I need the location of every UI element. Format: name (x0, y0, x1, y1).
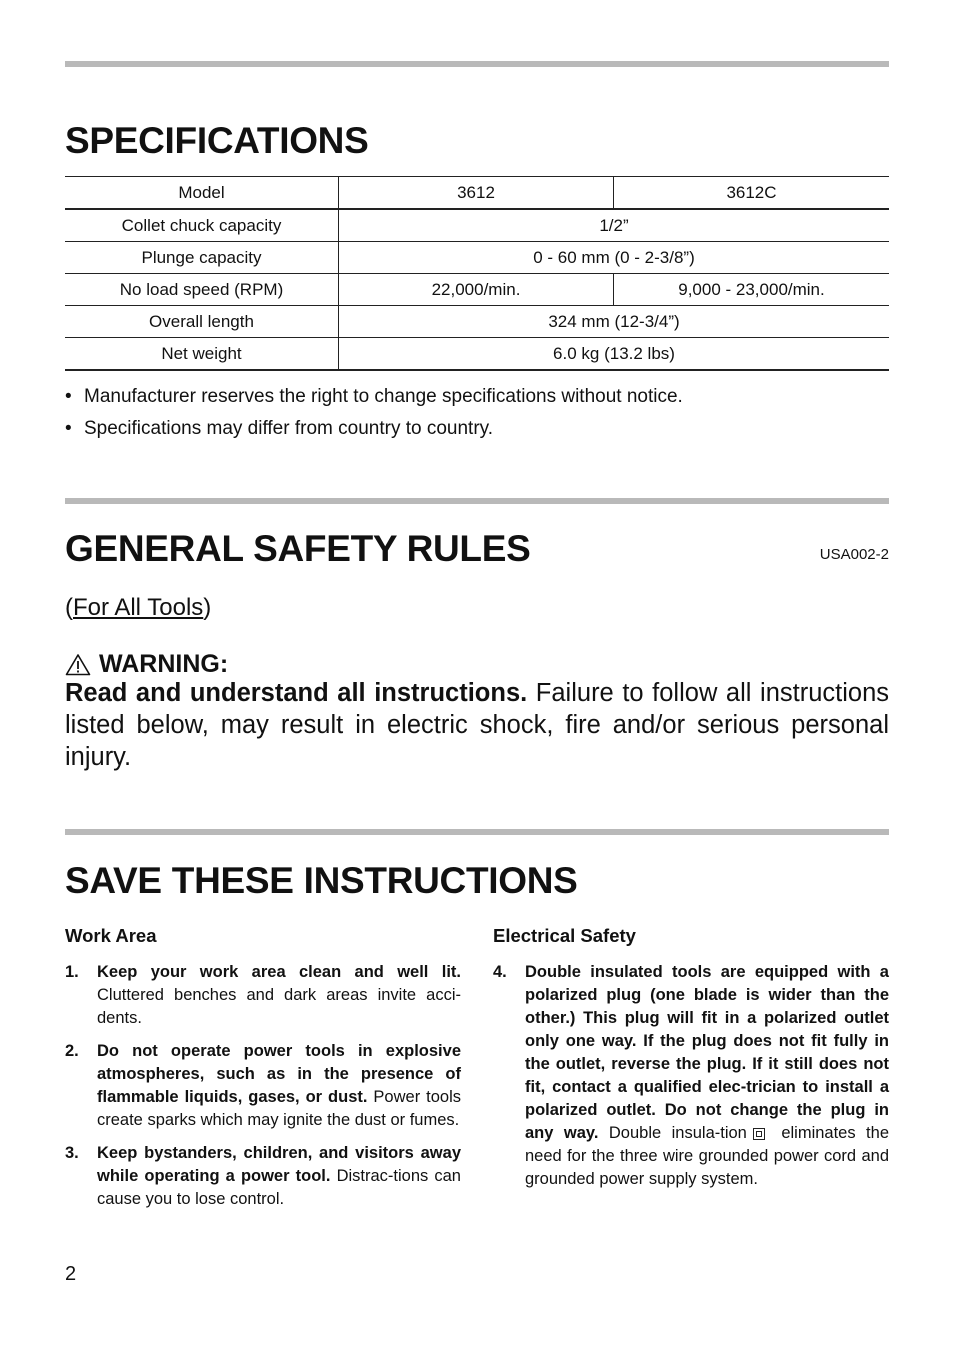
warning-heading: WARNING: (65, 650, 228, 679)
list-item: 1. Keep your work area clean and well lit. Cluttered benches and dark areas invite acci-dents. (65, 963, 461, 1027)
warning-triangle-icon (65, 653, 91, 676)
table-row-label: Collet chuck capacity (65, 209, 339, 242)
table-cell: 324 mm (12-3/4”) (339, 306, 890, 338)
table-cell: 9,000 - 23,000/min. (614, 274, 890, 306)
specifications-title: SPECIFICATIONS (65, 120, 369, 161)
document-code: USA002-2 (819, 546, 889, 563)
table-header-cell: 3612 (339, 177, 614, 210)
table-row-label: Plunge capacity (65, 242, 339, 274)
electrical-safety-column (493, 925, 889, 1201)
table-header-cell: Model (65, 177, 339, 210)
top-rule (65, 61, 889, 67)
section-rule (65, 829, 889, 835)
list-item: 3. Keep bystanders, children, and visitors away while operating a power tool. Distrac-tions can cause you to lose control. (65, 1144, 461, 1208)
table-header-cell: 3612C (614, 177, 890, 210)
table-row (65, 338, 889, 371)
page-number: 2 (65, 1263, 77, 1285)
list-item: 4. Double insulated tools are equipped with a polarized plug (one blade is wider than the other.) This plug will fit in a polarized outlet only one way. If the plug does not fit fully in the outlet, reverse the plug. If it still does not fit, contact a qualified elec-trician to install a polarized outlet. Do not change the plug in any way. Double insula-tion eliminates the need for the three wire grounded power cord and grounded power supply system. (493, 963, 889, 1188)
table-cell: 6.0 kg (13.2 lbs) (339, 338, 890, 371)
specifications-table (65, 176, 889, 371)
double-insulation-icon (753, 1128, 765, 1140)
table-cell: 1/2” (339, 209, 890, 242)
table-row (65, 209, 889, 242)
spec-note: • Specifications may differ from country to country. (65, 418, 494, 439)
general-safety-title: GENERAL SAFETY RULES (65, 528, 531, 569)
bullet: • (65, 418, 72, 439)
save-instructions-title: SAVE THESE INSTRUCTIONS (65, 860, 578, 901)
section-rule (65, 498, 889, 504)
work-area-heading: Work Area (65, 925, 157, 946)
table-row-label: Overall length (65, 306, 339, 338)
table-cell: 22,000/min. (339, 274, 614, 306)
electrical-safety-heading: Electrical Safety (493, 925, 636, 946)
list-item: 2. Do not operate power tools in explosive atmospheres, such as in the presence of flammable liquids, gases, or dust. Power tools create sparks which may ignite the dust or fumes. (65, 1042, 461, 1129)
for-all-tools: (For All Tools) (65, 594, 212, 621)
table-cell: 0 - 60 mm (0 - 2-3/8”) (339, 242, 890, 274)
warning-text: Read and understand all instructions. Failure to follow all instructions listed below, may result in electric shock, fire and/or serious personal injury. (65, 679, 889, 771)
table-row-label: No load speed (RPM) (65, 274, 339, 306)
table-row (65, 177, 889, 210)
table-row-label: Net weight (65, 338, 339, 371)
table-row (65, 242, 889, 274)
work-area-column (65, 925, 461, 1221)
table-row (65, 274, 889, 306)
bullet: • (65, 386, 72, 407)
spec-note: • Manufacturer reserves the right to change specifications without notice. (65, 386, 683, 407)
table-row (65, 306, 889, 338)
